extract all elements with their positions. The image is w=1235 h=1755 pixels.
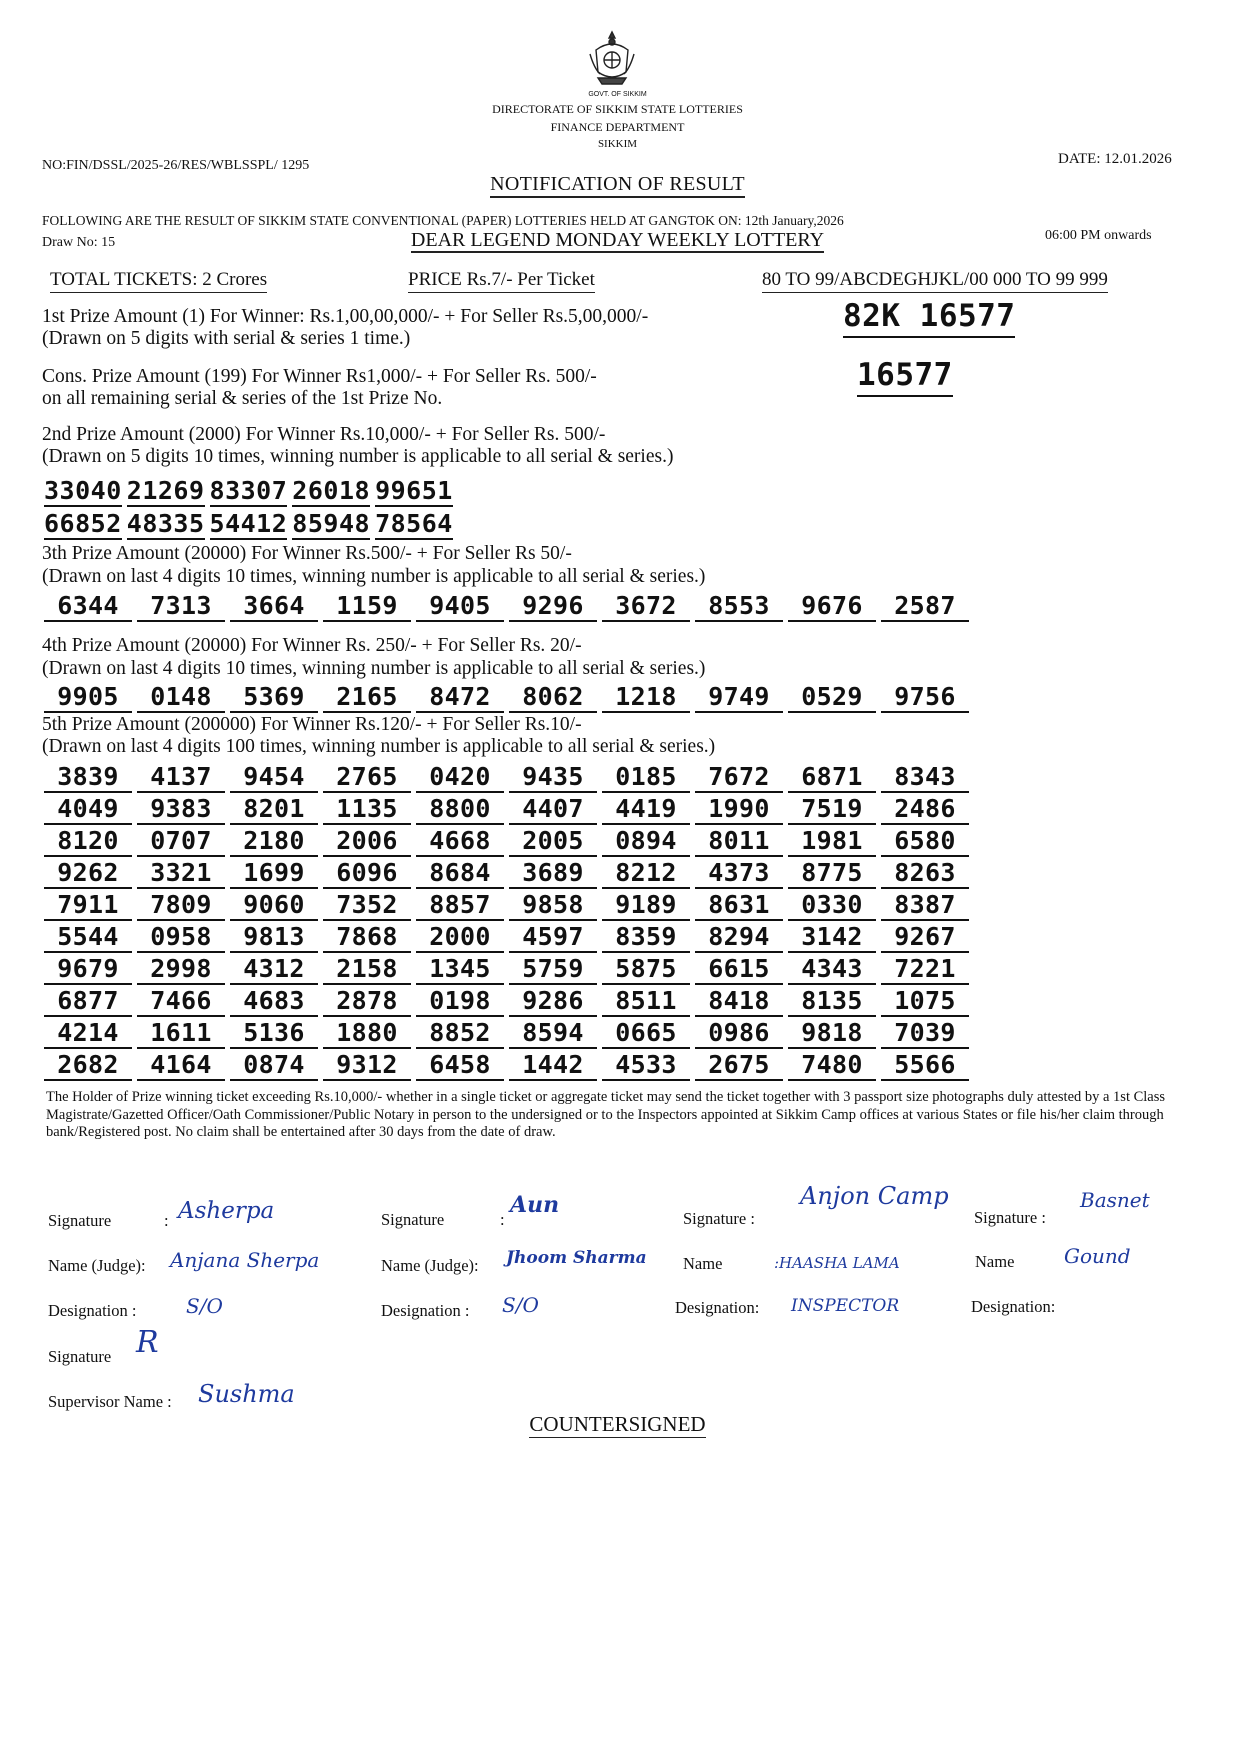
fifth-prize-number: 7911 <box>44 891 132 921</box>
fifth-prize-number: 8387 <box>881 891 969 921</box>
fourth-prize-number: 9756 <box>881 683 969 713</box>
fifth-prize-number: 4533 <box>602 1051 690 1081</box>
fifth-prize-number: 6458 <box>416 1051 504 1081</box>
third-prize-row <box>44 592 969 622</box>
signature-label: Signature : <box>683 1209 755 1228</box>
fifth-prize-number: 4164 <box>137 1051 225 1081</box>
fifth-prize-number: 4668 <box>416 827 504 857</box>
fifth-prize-number: 9858 <box>509 891 597 921</box>
fifth-prize-number: 2486 <box>881 795 969 825</box>
third-prize-number: 9296 <box>509 592 597 622</box>
supervisor-name: Sushma <box>198 1380 295 1408</box>
second-prize-number: 48335 <box>126 509 205 538</box>
fifth-prize-number: 8800 <box>416 795 504 825</box>
supervisor-name-label: Supervisor Name : <box>48 1392 172 1411</box>
fifth-prize-number: 6877 <box>44 987 132 1017</box>
fifth-prize-number: 2180 <box>230 827 318 857</box>
second-prize-number: 83307 <box>209 476 288 505</box>
fifth-prize-number: 2765 <box>323 763 411 793</box>
fifth-prize-number: 7039 <box>881 1019 969 1049</box>
fifth-prize-number: 7672 <box>695 763 783 793</box>
fifth-prize-number: 6580 <box>881 827 969 857</box>
inspector-designation: INSPECTOR <box>791 1296 900 1316</box>
col4-name: Gound <box>1064 1244 1131 1268</box>
fifth-prize-number: 1981 <box>788 827 876 857</box>
fifth-prize-number: 3142 <box>788 923 876 953</box>
third-prize-number: 9676 <box>788 592 876 622</box>
colon: : <box>164 1211 169 1230</box>
fifth-prize-number: 0894 <box>602 827 690 857</box>
fifth-prize-number: 5566 <box>881 1051 969 1081</box>
reference-number: NO:FIN/DSSL/2025-26/RES/WBLSSPL/ 1295 <box>42 158 310 173</box>
fifth-prize-number: 6615 <box>695 955 783 985</box>
sikkim-emblem-icon <box>586 28 638 90</box>
fifth-prize-number: 2878 <box>323 987 411 1017</box>
fifth-prize-number: 8294 <box>695 923 783 953</box>
state-name: SIKKIM <box>597 138 638 150</box>
fifth-prize-number: 8359 <box>602 923 690 953</box>
fifth-prize-number: 8263 <box>881 859 969 889</box>
fifth-prize-number: 4312 <box>230 955 318 985</box>
signature-label: Signature <box>48 1211 112 1230</box>
judge-1-signature: Asherpa <box>178 1198 275 1224</box>
fifth-prize-number: 7868 <box>323 923 411 953</box>
countersigned-text: COUNTERSIGNED <box>529 1412 706 1436</box>
fourth-prize-number: 2165 <box>323 683 411 713</box>
fifth-prize-number: 2675 <box>695 1051 783 1081</box>
fifth-prize-number: 2006 <box>323 827 411 857</box>
fifth-prize-number: 8852 <box>416 1019 504 1049</box>
fourth-prize-number: 0148 <box>137 683 225 713</box>
third-prize-line1: 3th Prize Amount (20000) For Winner Rs.500/- + For Seller Rs 50/- <box>42 543 572 564</box>
cons-prize-line1: Cons. Prize Amount (199) For Winner Rs1,000/- + For Seller Rs. 500/- <box>42 366 597 387</box>
ticket-price-text: PRICE Rs.7/- Per Ticket <box>408 269 595 293</box>
fifth-prize-number: 8120 <box>44 827 132 857</box>
fifth-prize-line2: (Drawn on last 4 digits 100 times, winning number is applicable to all serial & series.) <box>42 736 716 757</box>
fifth-prize-number: 1135 <box>323 795 411 825</box>
fifth-prize-number: 9454 <box>230 763 318 793</box>
col4-signature: Basnet <box>1080 1188 1150 1212</box>
fourth-prize-number: 9749 <box>695 683 783 713</box>
fourth-prize-number: 8062 <box>509 683 597 713</box>
fifth-prize-number: 9189 <box>602 891 690 921</box>
fifth-prize-number: 0874 <box>230 1051 318 1081</box>
designation-label: Designation: <box>971 1297 1056 1316</box>
third-prize-number: 3664 <box>230 592 318 622</box>
signature-label: Signature <box>48 1347 112 1366</box>
fifth-prize-number: 1345 <box>416 955 504 985</box>
fourth-prize-number: 5369 <box>230 683 318 713</box>
draw-number: Draw No: 15 <box>42 235 116 250</box>
fourth-prize-number: 1218 <box>602 683 690 713</box>
govt-label: GOVT. OF SIKKIM <box>588 91 647 98</box>
fifth-prize-number: 2000 <box>416 923 504 953</box>
fourth-prize-number: 0529 <box>788 683 876 713</box>
lottery-name-text: DEAR LEGEND MONDAY WEEKLY LOTTERY <box>410 229 825 251</box>
fifth-prize-number: 7221 <box>881 955 969 985</box>
fifth-prize-number: 4343 <box>788 955 876 985</box>
fifth-prize-number: 4214 <box>44 1019 132 1049</box>
fifth-prize-number: 7809 <box>137 891 225 921</box>
fifth-prize-number: 4419 <box>602 795 690 825</box>
fifth-prize-number: 5136 <box>230 1019 318 1049</box>
second-prize-number: 99651 <box>375 476 453 505</box>
fifth-prize-number: 5544 <box>44 923 132 953</box>
ticket-series-text: 80 TO 99/ABCDEGHJKL/00 000 TO 99 999 <box>762 269 1108 293</box>
fifth-prize-number: 0665 <box>602 1019 690 1049</box>
fifth-prize-number: 1699 <box>230 859 318 889</box>
first-prize-number: 82K 16577 <box>843 298 1015 338</box>
fifth-prize-number: 8135 <box>788 987 876 1017</box>
fifth-prize-number: 0185 <box>602 763 690 793</box>
fifth-prize-number: 7519 <box>788 795 876 825</box>
first-prize-line1: 1st Prize Amount (1) For Winner: Rs.1,00,00,000/- + For Seller Rs.5,00,000/- <box>42 306 649 327</box>
first-prize-line2: (Drawn on 5 digits with serial & series 1 time.) <box>42 328 411 349</box>
second-prize-number: 21269 <box>126 476 205 505</box>
second-prize-line1: 2nd Prize Amount (2000) For Winner Rs.10,000/- + For Seller Rs. 500/- <box>42 424 606 445</box>
fifth-prize-number: 1990 <box>695 795 783 825</box>
draw-intro: FOLLOWING ARE THE RESULT OF SIKKIM STATE CONVENTIONAL (PAPER) LOTTERIES HELD AT GANGTOK ON: 12th January,2026 <box>42 213 844 228</box>
judge-2-signature: Aun <box>510 1192 560 1218</box>
designation-label: Designation : <box>48 1301 137 1320</box>
fifth-prize-number: 9679 <box>44 955 132 985</box>
judge-1-designation: S/O <box>186 1294 223 1318</box>
third-prize-number: 8553 <box>695 592 783 622</box>
fifth-prize-number: 1880 <box>323 1019 411 1049</box>
judge-1-name: Anjana Sherpa <box>170 1248 320 1272</box>
fifth-prize-number: 2682 <box>44 1051 132 1081</box>
total-tickets-text: TOTAL TICKETS: 2 Crores <box>50 269 267 293</box>
fifth-prize-number: 2998 <box>137 955 225 985</box>
fifth-prize-number: 3321 <box>137 859 225 889</box>
fifth-prize-number: 5759 <box>509 955 597 985</box>
fifth-prize-number: 2158 <box>323 955 411 985</box>
fifth-prize-number: 9286 <box>509 987 597 1017</box>
signature-label: Signature : <box>974 1208 1046 1227</box>
fifth-prize-number: 8511 <box>602 987 690 1017</box>
fifth-prize-number: 0986 <box>695 1019 783 1049</box>
fifth-prize-number: 7466 <box>137 987 225 1017</box>
fifth-prize-number: 8594 <box>509 1019 597 1049</box>
fifth-prize-number: 5875 <box>602 955 690 985</box>
fifth-prize-grid <box>44 763 969 1081</box>
second-prize-number: 26018 <box>292 476 371 505</box>
fifth-prize-number: 9262 <box>44 859 132 889</box>
fifth-prize-number: 4137 <box>137 763 225 793</box>
fifth-prize-number: 7352 <box>323 891 411 921</box>
fifth-prize-number: 1611 <box>137 1019 225 1049</box>
third-prize-number: 2587 <box>881 592 969 622</box>
fifth-prize-number: 4683 <box>230 987 318 1017</box>
second-prize-row-2 <box>44 510 453 540</box>
fifth-prize-number: 4597 <box>509 923 597 953</box>
second-prize-number: 66852 <box>44 509 122 538</box>
name-label: Name <box>683 1254 723 1273</box>
fifth-prize-number: 9435 <box>509 763 597 793</box>
second-prize-number: 33040 <box>44 476 122 505</box>
fourth-prize-row <box>44 683 969 713</box>
notification-date: DATE: 12.01.2026 <box>1058 151 1172 167</box>
fifth-prize-number: 8418 <box>695 987 783 1017</box>
name-judge-label: Name (Judge): <box>48 1256 146 1275</box>
second-prize-number: 85948 <box>292 509 371 538</box>
cons-prize-line2: on all remaining serial & series of the 1st Prize No. <box>42 388 443 409</box>
fifth-prize-number: 9818 <box>788 1019 876 1049</box>
fifth-prize-number: 3689 <box>509 859 597 889</box>
second-prize-number: 78564 <box>375 509 453 538</box>
name-judge-label: Name (Judge): <box>381 1256 479 1275</box>
fifth-prize-number: 1442 <box>509 1051 597 1081</box>
countersigned <box>0 1412 1235 1437</box>
fifth-prize-number: 8343 <box>881 763 969 793</box>
designation-label: Designation: <box>675 1298 760 1317</box>
fifth-prize-number: 2005 <box>509 827 597 857</box>
directorate-name: DIRECTORATE OF SIKKIM STATE LOTTERIES <box>492 102 743 116</box>
fifth-prize-number: 8212 <box>602 859 690 889</box>
designation-label: Designation : <box>381 1301 470 1320</box>
fifth-prize-number: 9813 <box>230 923 318 953</box>
inspector-signature: Anjon Camp <box>800 1182 949 1210</box>
inspector-name: :HAASHA LAMA <box>774 1254 900 1272</box>
total-tickets <box>50 269 267 291</box>
fifth-prize-number: 8011 <box>695 827 783 857</box>
fourth-prize-number: 8472 <box>416 683 504 713</box>
fifth-prize-number: 7480 <box>788 1051 876 1081</box>
page-title-text: NOTIFICATION OF RESULT <box>490 173 745 198</box>
fifth-prize-number: 9312 <box>323 1051 411 1081</box>
fourth-prize-line2: (Drawn on last 4 digits 10 times, winning number is applicable to all serial & series.) <box>42 658 706 679</box>
ticket-price <box>408 269 595 291</box>
fourth-prize-line1: 4th Prize Amount (20000) For Winner Rs. 250/- + For Seller Rs. 20/- <box>42 635 582 656</box>
fifth-prize-number: 6096 <box>323 859 411 889</box>
signature-label: Signature <box>381 1210 445 1229</box>
fifth-prize-number: 9267 <box>881 923 969 953</box>
draw-time: 06:00 PM onwards <box>1045 228 1152 243</box>
second-prize-row-1 <box>44 477 453 507</box>
fifth-prize-number: 8775 <box>788 859 876 889</box>
judge-2-designation: S/O <box>502 1293 539 1317</box>
fifth-prize-number: 9383 <box>137 795 225 825</box>
fifth-prize-line1: 5th Prize Amount (200000) For Winner Rs.120/- + For Seller Rs.10/- <box>42 714 582 735</box>
fifth-prize-number: 6871 <box>788 763 876 793</box>
fifth-prize-number: 0330 <box>788 891 876 921</box>
supervisor-signature: R <box>136 1325 159 1360</box>
fifth-prize-number: 0420 <box>416 763 504 793</box>
fifth-prize-number: 8201 <box>230 795 318 825</box>
fifth-prize-number: 8684 <box>416 859 504 889</box>
third-prize-number: 9405 <box>416 592 504 622</box>
third-prize-number: 1159 <box>323 592 411 622</box>
fifth-prize-number: 0198 <box>416 987 504 1017</box>
fifth-prize-number: 3839 <box>44 763 132 793</box>
third-prize-number: 6344 <box>44 592 132 622</box>
name-label: Name <box>975 1252 1015 1271</box>
claim-disclaimer: The Holder of Prize winning ticket exceeding Rs.10,000/- whether in a single ticket or aggregate ticket may send the ticket together with 3 passport size photographs duly attested by a 1st Class Magistrate/Gazetted Officer/Oath Commissioner/Public Notary in person to the undersigned or to the Inspectors appointed at Sikkim Camp offices at various States or file his/her claim through bank/Registered post. No claim shall be entertained after 30 days from the date of draw. <box>46 1089 1166 1140</box>
second-prize-line2: (Drawn on 5 digits 10 times, winning number is applicable to all serial & series.) <box>42 446 674 467</box>
fifth-prize-number: 0958 <box>137 923 225 953</box>
fourth-prize-number: 9905 <box>44 683 132 713</box>
fifth-prize-number: 4049 <box>44 795 132 825</box>
fifth-prize-number: 8631 <box>695 891 783 921</box>
fifth-prize-number: 0707 <box>137 827 225 857</box>
ticket-series <box>762 269 1108 291</box>
fifth-prize-number: 1075 <box>881 987 969 1017</box>
second-prize-number: 54412 <box>209 509 288 538</box>
page-title <box>0 173 1235 196</box>
fifth-prize-number: 8857 <box>416 891 504 921</box>
fifth-prize-number: 9060 <box>230 891 318 921</box>
fifth-prize-number: 4373 <box>695 859 783 889</box>
cons-prize-number: 16577 <box>857 357 953 397</box>
colon: : <box>500 1210 505 1229</box>
third-prize-line2: (Drawn on last 4 digits 10 times, winning number is applicable to all serial & series.) <box>42 566 706 587</box>
department-name: FINANCE DEPARTMENT <box>550 120 685 134</box>
third-prize-number: 7313 <box>137 592 225 622</box>
judge-2-name: Jhoom Sharma <box>506 1248 647 1268</box>
third-prize-number: 3672 <box>602 592 690 622</box>
fifth-prize-number: 4407 <box>509 795 597 825</box>
